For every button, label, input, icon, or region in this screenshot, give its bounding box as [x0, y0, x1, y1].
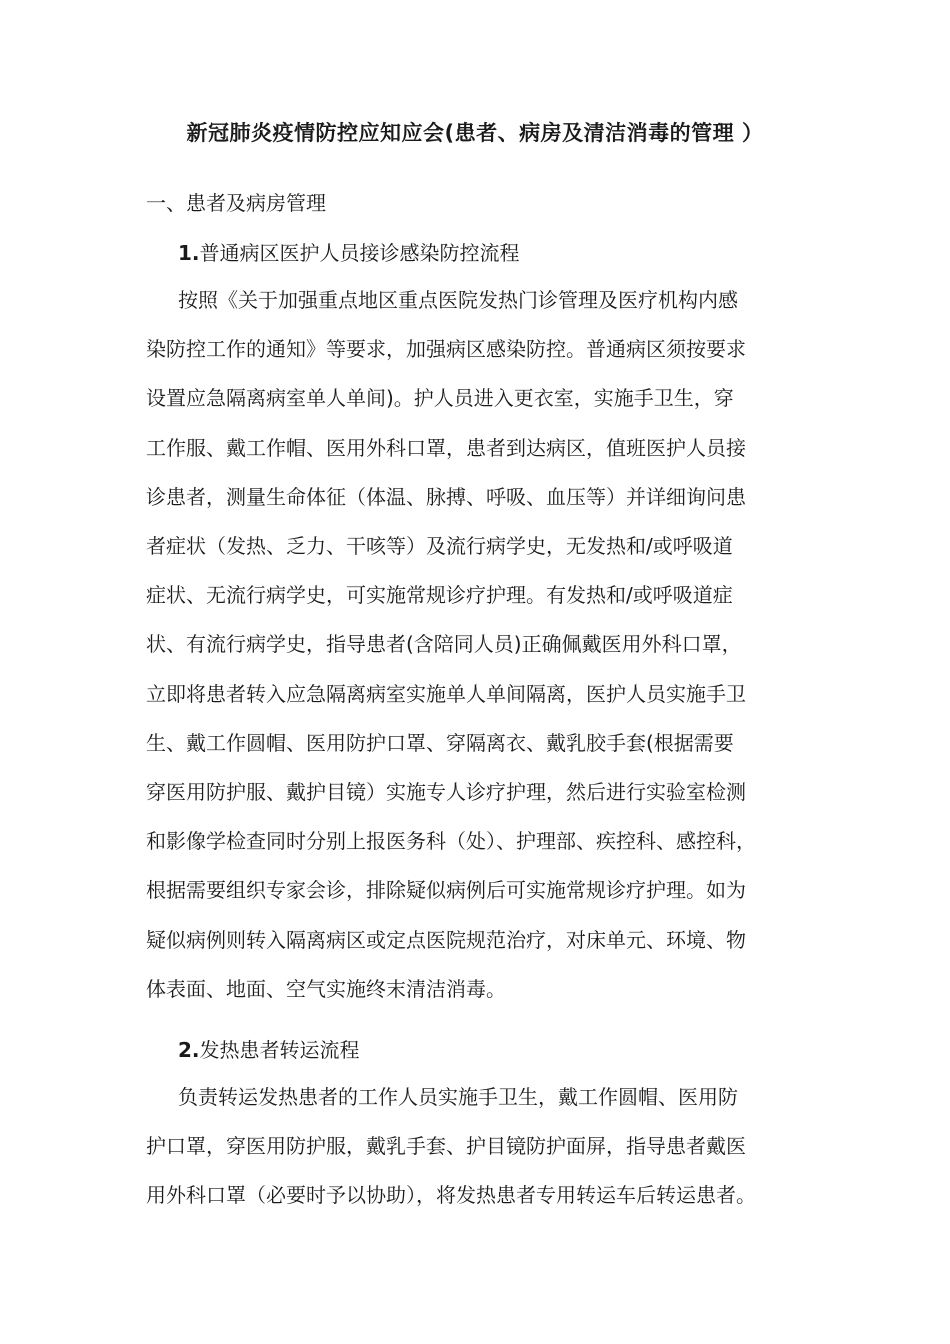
- subsection-heading-2: [178, 1035, 360, 1065]
- paragraph-line: 设置应急隔离病室单人单间)。护人员进入更衣室，实施手卫生，穿: [146, 386, 734, 411]
- paragraph-line: 根据需要组织专家会诊，排除疑似病例后可实施常规诊疗护理。如为: [146, 878, 746, 903]
- subsection-title: 普通病区医护人员接诊感染防控流程: [199, 241, 520, 265]
- paragraph-line: 负责转运发热患者的工作人员实施手卫生，戴工作圆帽、医用防: [178, 1085, 738, 1109]
- paragraph-line: 染防控工作的通知》等要求，加强病区感染防控。普通病区须按要求: [146, 337, 746, 362]
- paragraph-line: 穿医用防护服、戴护目镜）实施专人诊疗护理，然后进行实验室检测: [146, 780, 746, 805]
- paragraph-line: 症状、无流行病学史，可实施常规诊疗护理。有发热和/或呼吸道症: [146, 583, 733, 608]
- subsection-title: 发热患者转运流程: [199, 1038, 360, 1062]
- paragraph-line: 护口罩，穿医用防护服，戴乳手套、护目镜防护面屏，指导患者戴医: [146, 1134, 746, 1159]
- paragraph-admission-procedure: [146, 276, 806, 1014]
- paragraph-line: 诊患者，测量生命体征（体温、脉搏、呼吸、血压等）并详细询问患: [146, 484, 746, 509]
- paragraph-line: 工作服、戴工作帽、医用外科口罩，患者到达病区，值班医护人员接: [146, 435, 746, 460]
- paragraph-line: 生、戴工作圆帽、医用防护口罩、穿隔离衣、戴乳胶手套(根据需要: [146, 730, 734, 755]
- subsection-number: 2.: [178, 1038, 200, 1062]
- document-title: 新冠肺炎疫情防控应知应会(患者、病房及清洁消毒的管理 ）: [186, 121, 764, 145]
- paragraph-line: 用外科口罩（必要时予以协助），将发热患者专用转运车后转运患者。: [146, 1183, 756, 1208]
- paragraph-line: 和影像学检查同时分别上报医务科（处）、护理部、疾控科、感控科，: [146, 829, 756, 854]
- paragraph-line: 者症状（发热、乏力、干咳等）及流行病学史，无发热和/或呼吸道: [146, 534, 733, 559]
- subsection-number: 1.: [178, 241, 200, 265]
- paragraph-transfer-procedure: [146, 1073, 806, 1221]
- subsection-heading-1: [178, 238, 520, 268]
- section-heading-patients-wards: 一、患者及病房管理: [146, 191, 326, 215]
- paragraph-line: 体表面、地面、空气实施终末清洁消毒。: [146, 976, 506, 1001]
- paragraph-line: 立即将患者转入应急隔离病室实施单人单间隔离，医护人员实施手卫: [146, 681, 746, 706]
- paragraph-line: 疑似病例则转入隔离病区或定点医院规范治疗，对床单元、环境、物: [146, 927, 746, 952]
- paragraph-line: 状、有流行病学史，指导患者(含陪同人员)正确佩戴医用外科口罩，: [146, 632, 742, 657]
- paragraph-line: 按照《关于加强重点地区重点医院发热门诊管理及医疗机构内感: [178, 288, 738, 312]
